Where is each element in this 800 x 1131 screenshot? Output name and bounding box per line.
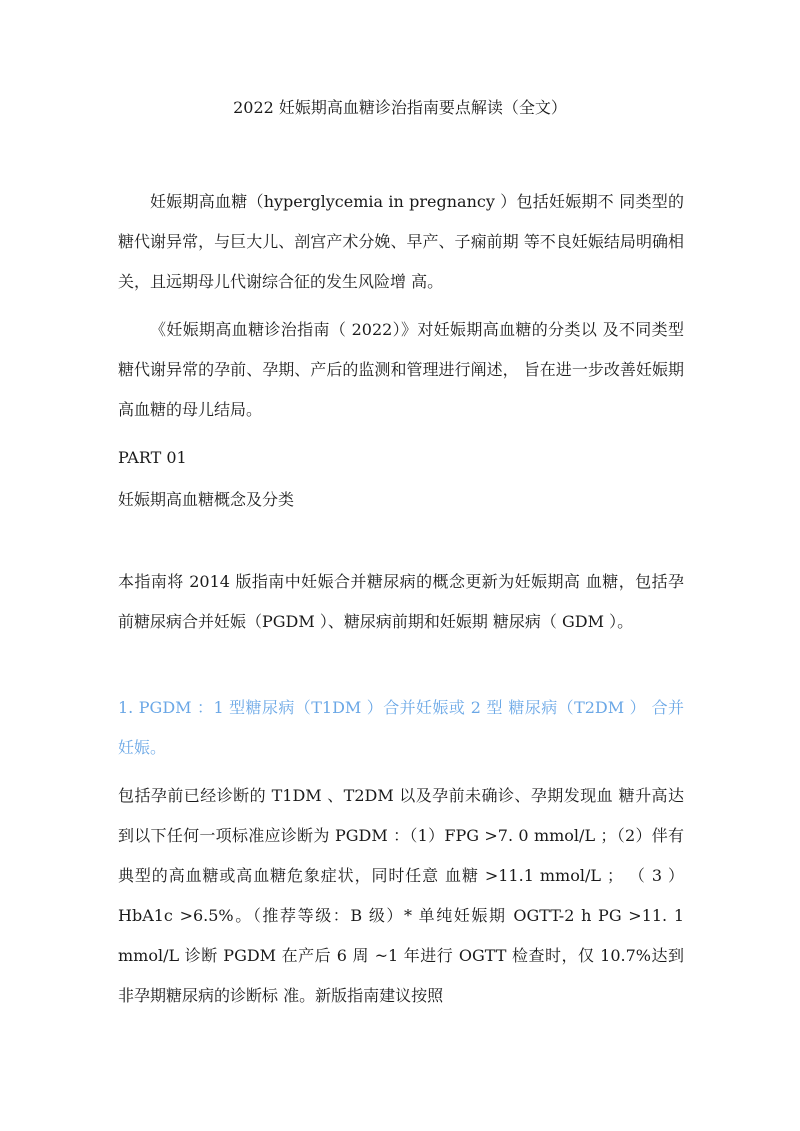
intro-paragraph-1-text: 妊娠期高血糖（hyperglycemia in pregnancy ）包括妊娠期不 同类型的糖代谢异常，与巨大儿、剖宫产术分娩、早产、子痫前期 等不良妊娠结局明确相关，且远期母儿代谢综合征的发生风险增 高。 <box>118 192 684 291</box>
intro-paragraph-2 <box>118 310 684 430</box>
intro-paragraph-1 <box>118 182 684 302</box>
item-1-paragraph <box>118 776 684 1016</box>
page-title: 2022 妊娠期高血糖诊治指南要点解读（全文） <box>233 98 567 117</box>
item-1-paragraph-text: 包括孕前已经诊断的 T1DM 、T2DM 以及孕前未确诊、孕期发现血 糖升高达到以下任何一项标准应诊断为 PGDM ：（1）FPG >7. 0 mmol/L ；（2）伴有典型的高血糖或高血糖危象症状，同时任意 血糖 >11.1 mmol/L ； （ 3 ） HbA1c >6.5%。（推荐等级：B 级）* 单纯妊娠期 OGTT-2 h PG >11. 1 mmol/L 诊断 PGDM 在产后 6 周 ~1 年进行 OGTT 检查时，仅 10.7%达到非孕期糖尿病的诊断标 准。新版指南建议按照 <box>118 786 684 1005</box>
section-heading: 妊娠期高血糖概念及分类 <box>118 490 295 509</box>
section-paragraph-1-text: 本指南将 2014 版指南中妊娠合并糖尿病的概念更新为妊娠期高 血糖，包括孕前糖尿病合并妊娠（PGDM ）、糖尿病前期和妊娠期 糖尿病（ GDM ）。 <box>118 572 684 631</box>
section-paragraph-1 <box>118 562 684 642</box>
item-1-heading-text: 1. PGDM ：1 型糖尿病（T1DM ）合并妊娠或 2 型 糖尿病（T2DM ） 合并妊娠。 <box>118 698 684 757</box>
intro-paragraph-2-text: 《妊娠期高血糖诊治指南（ 2022）》对妊娠期高血糖的分类以 及不同类型糖代谢异常的孕前、孕期、产后的监测和管理进行阐述， 旨在进一步改善妊娠期高血糖的母儿结局。 <box>118 320 684 419</box>
part-label: PART 01 <box>118 448 187 467</box>
item-1-heading <box>118 688 684 768</box>
